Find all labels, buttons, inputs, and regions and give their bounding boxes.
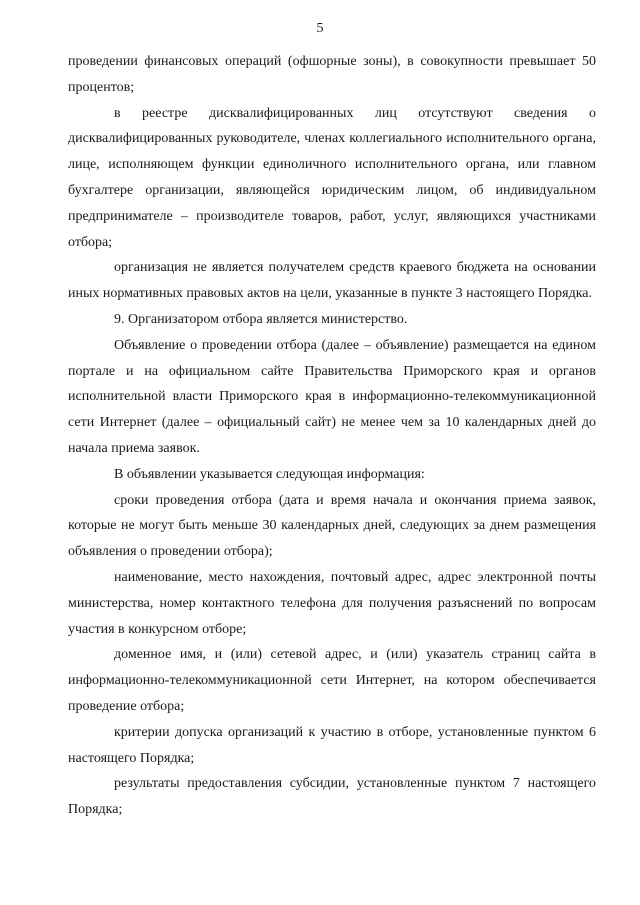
paragraph-announcement-placement: Объявление о проведении отбора (далее – объявление) размещается на едином портале и на официальном сайте Правительства Приморского края и органов исполнительной власти Приморского края в информационно-телекоммуникационной сети Интернет (далее – официальный сайт) не менее чем за 10 календарных дней до начала приема заявок. [68,337,596,456]
paragraph-disqualified-registry: в реестре дисквалифицированных лиц отсутствуют сведения о дисквалифицированных руководителе, членах коллегиального исполнительного органа, лице, исполняющем функции единоличного исполнительного органа, или главном бухгалтере организации, являющейся юридическим лицом, об индивидуальном предпринимателе – производителе товаров, работ, услуг, являющихся участниками отбора; [68,105,596,250]
paragraph-admission-criteria: критерии допуска организаций к участию в отборе, установленные пунктом 6 настоящего Порядка; [68,724,596,766]
paragraph-not-budget-recipient: организация не является получателем средств краевого бюджета на основании иных нормативных правовых актов на цели, указанные в пункте 3 настоящего Порядка. [68,260,596,302]
paragraph-item-9-organizer: 9. Организатором отбора является министерство. [114,311,408,327]
paragraph-offshore-share: проведении финансовых операций (офшорные зоны), в совокупности превышает 50 процентов; [68,54,596,95]
paragraph-announcement-info-intro: В объявлении указывается следующая информация: [114,466,425,482]
paragraph-domain-name: доменное имя, и (или) сетевой адрес, и (или) указатель страниц сайта в информационно-телекоммуникационной сети Интернет, на котором обеспечивается проведение отбора; [68,647,596,714]
document-body [68,49,596,822]
paragraph-ministry-contacts: наименование, место нахождения, почтовый адрес, адрес электронной почты министерства, номер контактного телефона для получения разъяснений по вопросам участия в конкурсном отборе; [68,569,596,637]
page-number: 5 [316,21,324,36]
paragraph-selection-dates: сроки проведения отбора (дата и время начала и окончания приема заявок, которые не могут быть меньше 30 календарных дней, следующих за днем размещения объявления о проведении отбора); [68,492,596,560]
paragraph-subsidy-results: результаты предоставления субсидии, установленные пунктом 7 настоящего Порядка; [68,776,596,817]
